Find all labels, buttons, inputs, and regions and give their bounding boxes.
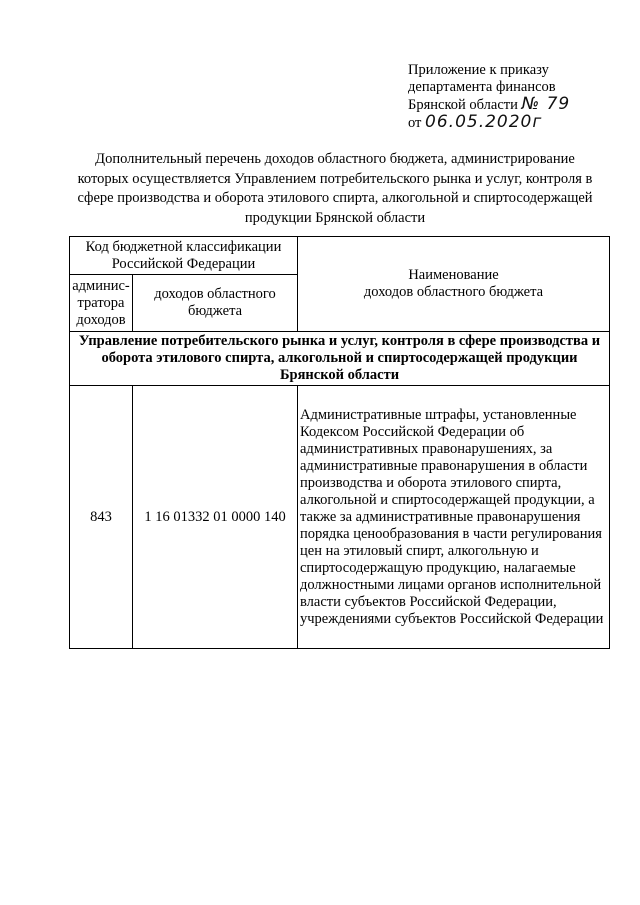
section-row	[70, 332, 610, 386]
header-income-name-line1: Наименование	[408, 267, 499, 283]
table-header-row-1	[70, 237, 610, 275]
order-date: 06.05.2020г	[425, 112, 543, 132]
income-table	[69, 236, 610, 649]
appendix-line-2: департамента финансов	[408, 79, 556, 95]
appendix-line-1: Приложение к приказу	[408, 62, 549, 78]
date-prefix: от	[408, 115, 422, 131]
admin-code-cell: 843	[70, 386, 133, 649]
document-title: Дополнительный перечень доходов областного бюджета, администрирование которых осуществляется Управлением потребительского рынка и услуг, контроля в сфере производства и оборота этилового спирта, алкогольной и спиртосодержащей продукции Брянской области	[77, 151, 593, 226]
header-income-code: доходов областного бюджета	[133, 275, 298, 332]
appendix-region: Брянской области	[408, 97, 518, 113]
table-row	[70, 386, 610, 649]
income-name-cell: Административные штрафы, установленные Кодексом Российской Федерации об административных правонарушениях, за административные правонарушения в области производства и оборота этилового спирта, алкогольной и спиртосодержащей продукции, а также за административные правонарушения порядка ценообразования в части регулирования цен на этиловый спирт, алкогольную и спиртосодержащую продукцию, налагаемые должностными лицами органов исполнительной власти субъектов Российской Федерации, учреждениями субъектов Российской Федерации	[298, 386, 610, 649]
income-code-cell: 1 16 01332 01 0000 140	[133, 386, 298, 649]
section-title: Управление потребительского рынка и услуг, контроля в сфере производства и оборота этилового спирта, алкогольной и спиртосодержащей продукции Брянской области	[70, 332, 610, 386]
header-income-name	[298, 237, 610, 332]
header-admin-code: админис-тратора доходов	[70, 275, 133, 332]
header-income-name-line2: доходов областного бюджета	[363, 284, 544, 300]
appendix-header	[408, 62, 570, 132]
header-budget-code: Код бюджетной классификации Российской Федерации	[70, 237, 298, 275]
order-number: № 79	[521, 94, 571, 114]
appendix-line-4	[408, 114, 570, 132]
